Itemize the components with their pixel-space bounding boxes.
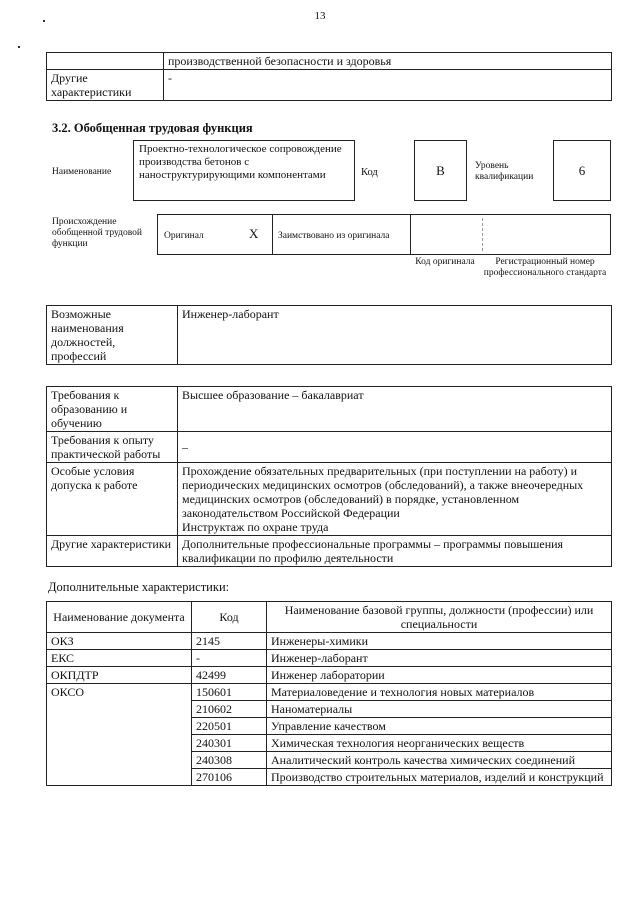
table-row — [47, 536, 612, 567]
divider — [410, 214, 411, 255]
page-number: 13 — [314, 10, 326, 22]
additional-caption: Дополнительные характеристики: — [48, 580, 230, 594]
original-mark: X — [249, 226, 259, 241]
doc-cell: ОКСО — [47, 684, 192, 786]
level-value: 6 — [578, 163, 586, 178]
table-row — [47, 53, 612, 70]
code-cell: 240308 — [192, 752, 267, 769]
positions-table — [46, 305, 612, 365]
code-cell: 240301 — [192, 735, 267, 752]
table-row — [47, 684, 612, 701]
header-cell: Код — [192, 602, 267, 633]
divider — [272, 214, 273, 255]
name-cell: Химическая технология неорганических веществ — [267, 735, 612, 752]
code-cell: - — [192, 650, 267, 667]
code-cell: 270106 — [192, 769, 267, 786]
row-value: - — [164, 70, 612, 101]
doc-cell: ОКПДТР — [47, 667, 192, 684]
code-caption: Код оригинала — [415, 257, 475, 267]
table-row — [47, 650, 612, 667]
name-cell: Управление качеством — [267, 718, 612, 735]
req-value: Высшее образование – бакалавриат — [178, 387, 612, 432]
positions-label: Возможные наименования должностей, профессий — [47, 306, 178, 365]
req-label: Особые условия допуска к работе — [47, 463, 178, 536]
req-value: – — [178, 432, 612, 463]
code-cell: 210602 — [192, 701, 267, 718]
code-box — [414, 140, 467, 201]
req-value: Дополнительные профессиональные программы – программы повышения квалификации по профилю деятельности — [178, 536, 612, 567]
origin-label: Происхождение обобщенной трудовой функции — [52, 217, 142, 249]
section-heading: 3.2. Обобщенная трудовая функция — [52, 121, 253, 135]
req-label: Другие характеристики — [47, 536, 178, 567]
header-cell: Наименование документа — [47, 602, 192, 633]
original-label: Оригинал — [164, 231, 204, 241]
code-cell: 220501 — [192, 718, 267, 735]
positions-value: Инженер-лаборант — [178, 306, 612, 365]
borrowed-label: Заимствовано из оригинала — [278, 231, 390, 241]
row-label: Другие характеристики — [47, 70, 164, 101]
name-cell: Наноматериалы — [267, 701, 612, 718]
req-value-text-2: Инструктаж по охране труда — [182, 520, 329, 534]
scan-mark — [18, 46, 20, 48]
table-header — [47, 602, 612, 633]
doc-cell: ЕКС — [47, 650, 192, 667]
code-value: B — [436, 163, 445, 178]
reg-caption: Регистрационный номер профессионального стандарта — [483, 257, 607, 278]
name-box — [133, 140, 355, 201]
level-box — [553, 140, 611, 201]
req-value — [178, 463, 612, 536]
table-row — [47, 387, 612, 432]
name-cell: Производство строительных материалов, изделий и конструкций — [267, 769, 612, 786]
req-value-text: Прохождение обязательных предварительных (при поступлении на работу) и периодических медицинских осмотров (обследований), а также внеочередных медицинских осмотров (обследований) в порядке, установленном законодательством Российской Федерации — [182, 464, 584, 520]
code-cell: 2145 — [192, 633, 267, 650]
table-row — [47, 70, 612, 101]
level-label: Уровень квалификации — [475, 161, 534, 182]
continued-text: производственной безопасности и здоровья — [164, 53, 612, 70]
table-row — [47, 633, 612, 650]
divider — [482, 218, 483, 251]
table-row — [47, 306, 612, 365]
name-label: Наименование — [52, 167, 112, 177]
name-cell: Материаловедение и технология новых материалов — [267, 684, 612, 701]
table-row — [47, 432, 612, 463]
code-label: Код — [361, 167, 378, 178]
code-cell: 42499 — [192, 667, 267, 684]
table-row — [47, 667, 612, 684]
name-cell: Инженеры-химики — [267, 633, 612, 650]
name-value: Проектно-технологическое сопровождение производства бетонов с наноструктурирующими компонентами — [139, 143, 342, 181]
req-label: Требования к опыту практической работы — [47, 432, 178, 463]
top-table — [46, 52, 612, 101]
name-cell: Инженер лаборатории — [267, 667, 612, 684]
table-row — [47, 463, 612, 536]
requirements-table — [46, 386, 612, 567]
name-cell: Аналитический контроль качества химических соединений — [267, 752, 612, 769]
name-cell: Инженер-лаборант — [267, 650, 612, 667]
additional-table — [46, 601, 612, 786]
header-cell: Наименование базовой группы, должности (профессии) или специальности — [267, 602, 612, 633]
doc-cell: ОКЗ — [47, 633, 192, 650]
req-label: Требования к образованию и обучению — [47, 387, 178, 432]
code-cell: 150601 — [192, 684, 267, 701]
